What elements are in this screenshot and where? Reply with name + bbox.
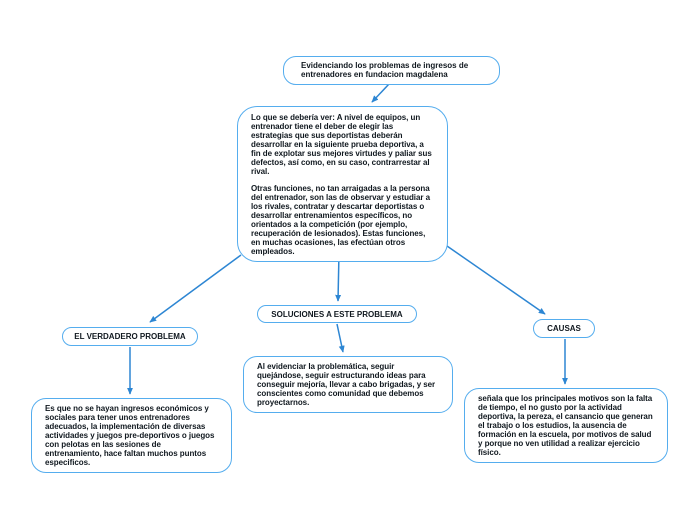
problem-label-text: EL VERDADERO PROBLEMA: [74, 332, 186, 341]
causes-detail-text: señala que los principales motivos son la falta de tiempo, el no gusto por la actividad deportiva, la pereza, el cansancio que generan el trabajo o los estudios, la ausencia de formación en la escuela, por motivos de salud y porque no ven utilidad a realizar ejercicio físico.: [478, 394, 653, 457]
node-causes-detail[interactable]: [464, 388, 668, 463]
main-paragraph-2: Otras funciones, no tan arraigadas a la persona del entrenador, son las de observar y estudiar a los rivales, contratar y descartar deportistas o desarrollar entrenamientos específicos, no orientados a la competición (por ejemplo, recuperación de lesionados). Estas funciones, en muchas ocasiones, las efectúan otros empleados.: [251, 184, 431, 256]
node-causas[interactable]: [533, 319, 595, 338]
solutions-label-text: SOLUCIONES A ESTE PROBLEMA: [271, 309, 403, 319]
node-main-description[interactable]: [237, 106, 448, 262]
main-paragraph-1: Lo que se debería ver: A nivel de equipos, un entrenador tiene el deber de elegir las estrategias que sus deportistas deberán desarrollar en la siguiente prueba deportiva, a fin de explotar sus mejores virtudes y paliar sus defectos, así como, en su caso, contrarrestar al rival.: [251, 113, 432, 176]
node-root-title[interactable]: [283, 56, 500, 85]
node-problem-detail[interactable]: [31, 398, 232, 473]
connector-main-to-causes-label: [447, 246, 545, 314]
connector-solutions-label-to-detail: [337, 324, 343, 352]
solutions-detail-text: Al evidenciar la problemática, seguir quejándose, seguir estructurando ideas para conseguir mejoría, llevar a cabo brigadas, y ser conscientes como comunidad que debemos proyectarnos.: [257, 362, 436, 407]
causes-label-text: CAUSAS: [547, 324, 581, 333]
node-solutions-detail[interactable]: [243, 356, 453, 413]
connector-main-to-problem-label: [150, 255, 241, 322]
node-el-verdadero-problema[interactable]: [62, 327, 198, 346]
problem-detail-text: Es que no se hayan ingresos económicos y sociales para tener unos entrenadores adecuados, la implementación de diversas actividades y juegos pre-deportivos o juegos con pelotas en las sesiones de entrenamiento, hace faltan muchos puntos especificos.: [45, 404, 215, 467]
connector-root-to-main: [372, 84, 389, 102]
node-root-text: Evidenciando los problemas de ingresos de entrenadores en fundacion magdalena: [301, 61, 469, 80]
node-soluciones-a-este-problema[interactable]: [257, 305, 417, 323]
